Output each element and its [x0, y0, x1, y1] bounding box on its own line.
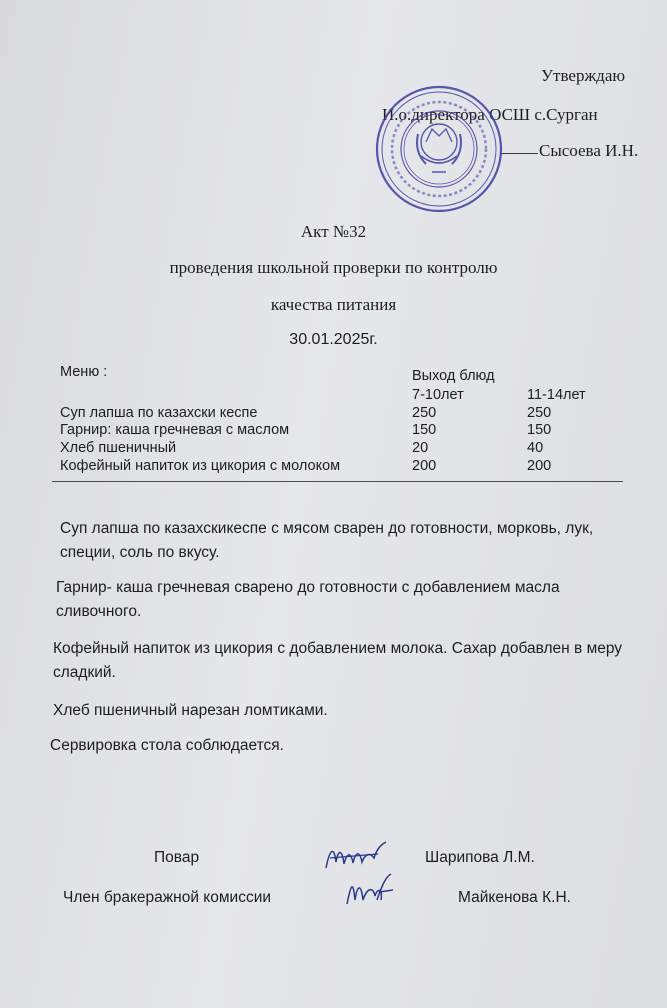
cook-name: Шарипова Л.М. — [425, 849, 535, 866]
table-row — [52, 405, 623, 421]
portion-7-10: 150 — [412, 422, 437, 438]
cook-role: Повар — [154, 849, 200, 866]
paragraph-bread: Хлеб пшеничный нарезан ломтиками. — [53, 702, 328, 719]
portion-11-14: 250 — [527, 405, 552, 421]
dish-name: Суп лапша по казахски кеспе — [60, 405, 258, 421]
portion-11-14: 40 — [527, 440, 544, 456]
age-group-2: 11-14лет — [527, 387, 586, 403]
act-title: Акт №32 — [300, 222, 367, 241]
dish-name: Хлеб пшеничный — [60, 440, 177, 456]
portion-11-14: 200 — [527, 458, 552, 474]
table-divider — [52, 481, 623, 482]
official-stamp — [374, 84, 504, 214]
approval-signature-line — [500, 153, 538, 154]
paragraph-garnish: Гарнир- каша гречневая сварено до готовности с добавлением масла сливочного. — [56, 579, 560, 620]
paragraph-serving: Сервировка стола соблюдается. — [50, 737, 284, 754]
member-signature — [343, 870, 395, 910]
paragraph-drink: Кофейный напиток из цикория с добавлением молока. Сахар добавлен в меру сладкий. — [53, 640, 623, 681]
table-row — [52, 458, 623, 474]
portion-11-14: 150 — [527, 422, 552, 438]
member-name: Майкенова К.Н. — [458, 889, 571, 906]
approval-name: Сысоева И.Н. — [539, 141, 639, 160]
paragraph-soup: Суп лапша по казахскикеспе с мясом сварен до готовности, морковь, лук, специи, соль по вкусу. — [60, 520, 594, 561]
approval-heading: Утверждаю — [541, 66, 626, 85]
portion-7-10: 200 — [412, 458, 437, 474]
age-group-1: 7-10лет — [412, 387, 464, 403]
menu-label: Меню : — [60, 364, 108, 380]
dish-name: Гарнир: каша гречневая с маслом — [60, 422, 290, 438]
act-subtitle-2: качества питания — [270, 295, 397, 314]
table-row — [52, 422, 623, 438]
act-subtitle: проведения школьной проверки по контролю — [169, 258, 498, 277]
table-row — [52, 440, 623, 456]
portion-7-10: 250 — [412, 405, 437, 421]
member-role: Член бракеражной комиссии — [63, 889, 272, 906]
portion-7-10: 20 — [412, 440, 429, 456]
approval-position: И.о.директора ОСШ с.Сурган — [382, 105, 598, 124]
act-date: 30.01.2025г. — [289, 331, 378, 348]
dish-name: Кофейный напиток из цикория с молоком — [60, 458, 341, 474]
output-header: Выход блюд — [412, 368, 495, 384]
